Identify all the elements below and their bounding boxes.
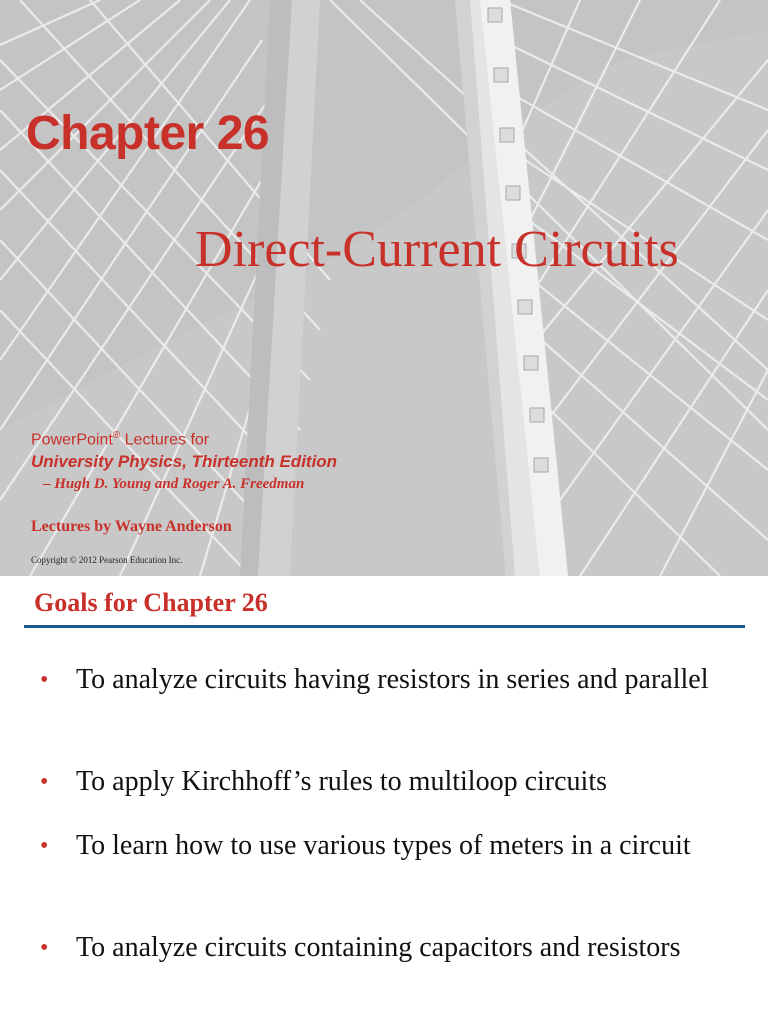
bullet-icon: • [40, 769, 49, 795]
powerpoint-label: PowerPoint [31, 431, 113, 449]
bullet-icon: • [40, 667, 49, 693]
powerpoint-lectures-line [31, 430, 209, 449]
goal-text: To apply Kirchhoff’s rules to multiloop circuits [76, 766, 607, 797]
book-authors: – Hugh D. Young and Roger A. Freedman [43, 476, 305, 492]
copyright-notice: Copyright © 2012 Pearson Education Inc. [31, 555, 183, 565]
chapter-title: Chapter 26 [26, 107, 270, 160]
goal-item [40, 661, 740, 699]
bullet-icon: • [40, 833, 49, 859]
goal-item [40, 827, 740, 865]
bullet-icon: • [40, 935, 49, 961]
goal-item [40, 929, 740, 967]
book-title: University Physics, Thirteenth Edition [31, 452, 338, 471]
heading-divider [24, 625, 745, 628]
goal-text: To analyze circuits having resistors in series and parallel [76, 664, 709, 695]
goal-text: To learn how to use various types of meters in a circuit [76, 830, 691, 861]
goals-slide [0, 576, 768, 1024]
lecturer-credit: Lectures by Wayne Anderson [31, 518, 232, 535]
goal-item [40, 763, 740, 801]
goals-heading: Goals for Chapter 26 [34, 588, 268, 617]
lectures-for-label: Lectures for [120, 431, 210, 449]
chapter-subtitle: Direct-Current Circuits [195, 221, 679, 278]
registered-mark: ® [112, 430, 121, 441]
goal-text: To analyze circuits containing capacitors and resistors [76, 932, 681, 963]
